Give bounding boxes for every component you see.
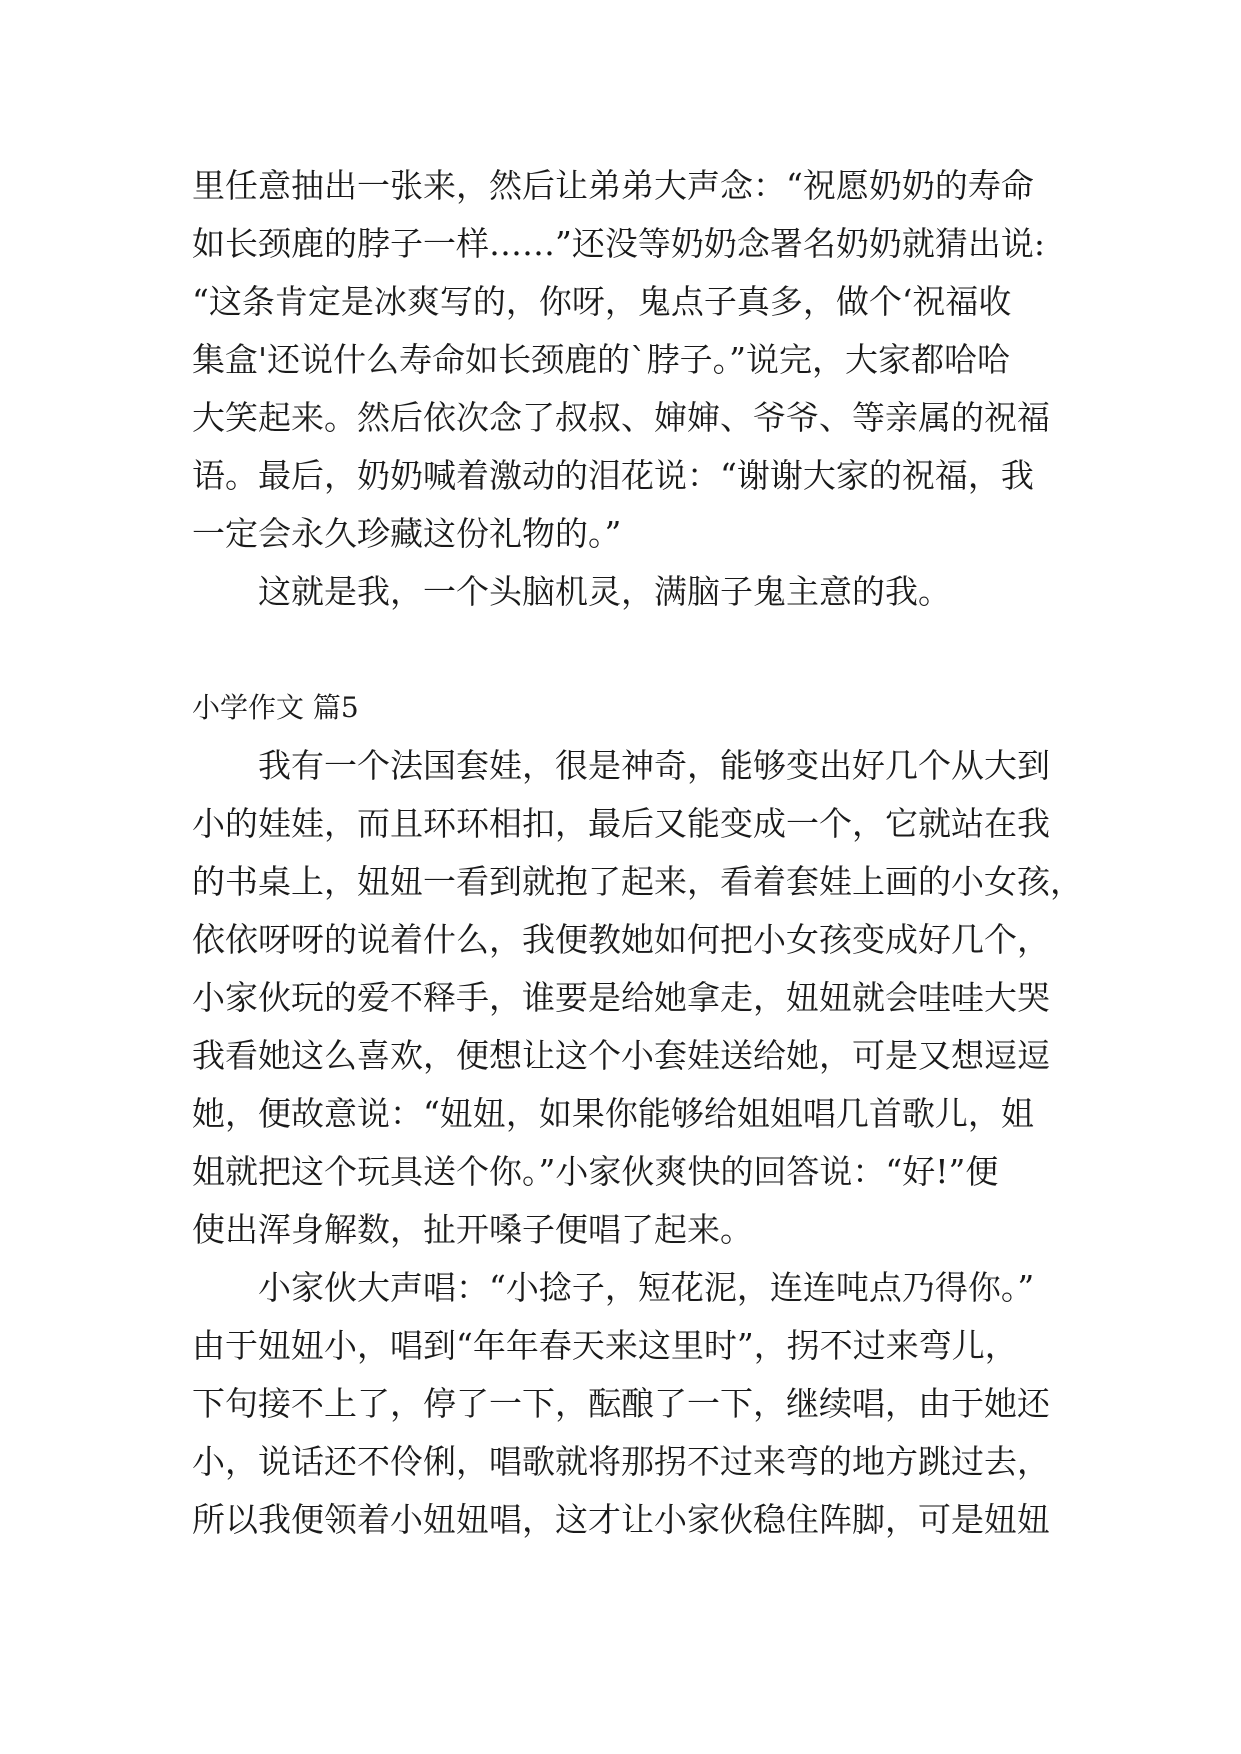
text-line: 姐就把这个玩具送个你。”小家伙爽快的回答说：“好!”便 <box>192 1152 999 1191</box>
text-line: 里任意抽出一张来，然后让弟弟大声念：“祝愿奶奶的寿命 <box>192 166 1034 205</box>
text-line: 使出浑身解数，扯开嗓子便唱了起来。 <box>192 1210 753 1249</box>
text-line: 依依呀呀的说着什么，我便教她如何把小女孩变成好几个， <box>192 920 1050 959</box>
conclusion-paragraph: 这就是我，一个头脑机灵，满脑子鬼主意的我。 <box>258 572 951 611</box>
text-line: 的书桌上，妞妞一看到就抱了起来，看着套娃上画的小女孩， <box>192 862 1083 901</box>
paragraph-start: 小家伙大声唱：“小捻子，短花泥，连连吨点乃得你。” <box>258 1268 1035 1307</box>
text-line: 她，便故意说：“妞妞，如果你能够给姐姐唱几首歌儿，姐 <box>192 1094 1034 1133</box>
text-line: 小，说话还不伶俐，唱歌就将那拐不过来弯的地方跳过去， <box>192 1442 1050 1481</box>
text-line: 我看她这么喜欢，便想让这个小套娃送给她，可是又想逗逗 <box>192 1036 1050 1075</box>
paragraph-start: 我有一个法国套娃，很是神奇，能够变出好几个从大到 <box>258 746 1050 785</box>
text-line: 小家伙玩的爱不释手，谁要是给她拿走，妞妞就会哇哇大哭 <box>192 978 1050 1017</box>
text-line: “这条肯定是冰爽写的，你呀，鬼点子真多，做个‘祝福收 <box>192 282 1012 321</box>
text-line: 如长颈鹿的脖子一样……”还没等奶奶念署名奶奶就猜出说: <box>192 224 1045 263</box>
text-line: 语。最后，奶奶喊着激动的泪花说：“谢谢大家的祝福，我 <box>192 456 1034 495</box>
text-line: 所以我便领着小妞妞唱，这才让小家伙稳住阵脚，可是妞妞 <box>192 1500 1050 1539</box>
section-heading: 小学作文 篇5 <box>192 691 359 724</box>
text-line: 一定会永久珍藏这份礼物的。” <box>192 514 622 553</box>
text-line: 集盒'还说什么寿命如长颈鹿的`脖子。”说完，大家都哈哈 <box>192 340 1010 379</box>
text-line: 由于妞妞小，唱到“年年春天来这里时”，拐不过来弯儿， <box>192 1326 1018 1365</box>
text-line: 下句接不上了，停了一下，酝酿了一下，继续唱，由于她还 <box>192 1384 1050 1423</box>
text-line: 小的娃娃，而且环环相扣，最后又能变成一个，它就站在我 <box>192 804 1050 843</box>
text-line: 大笑起来。然后依次念了叔叔、婶婶、爷爷、等亲属的祝福 <box>192 398 1050 437</box>
